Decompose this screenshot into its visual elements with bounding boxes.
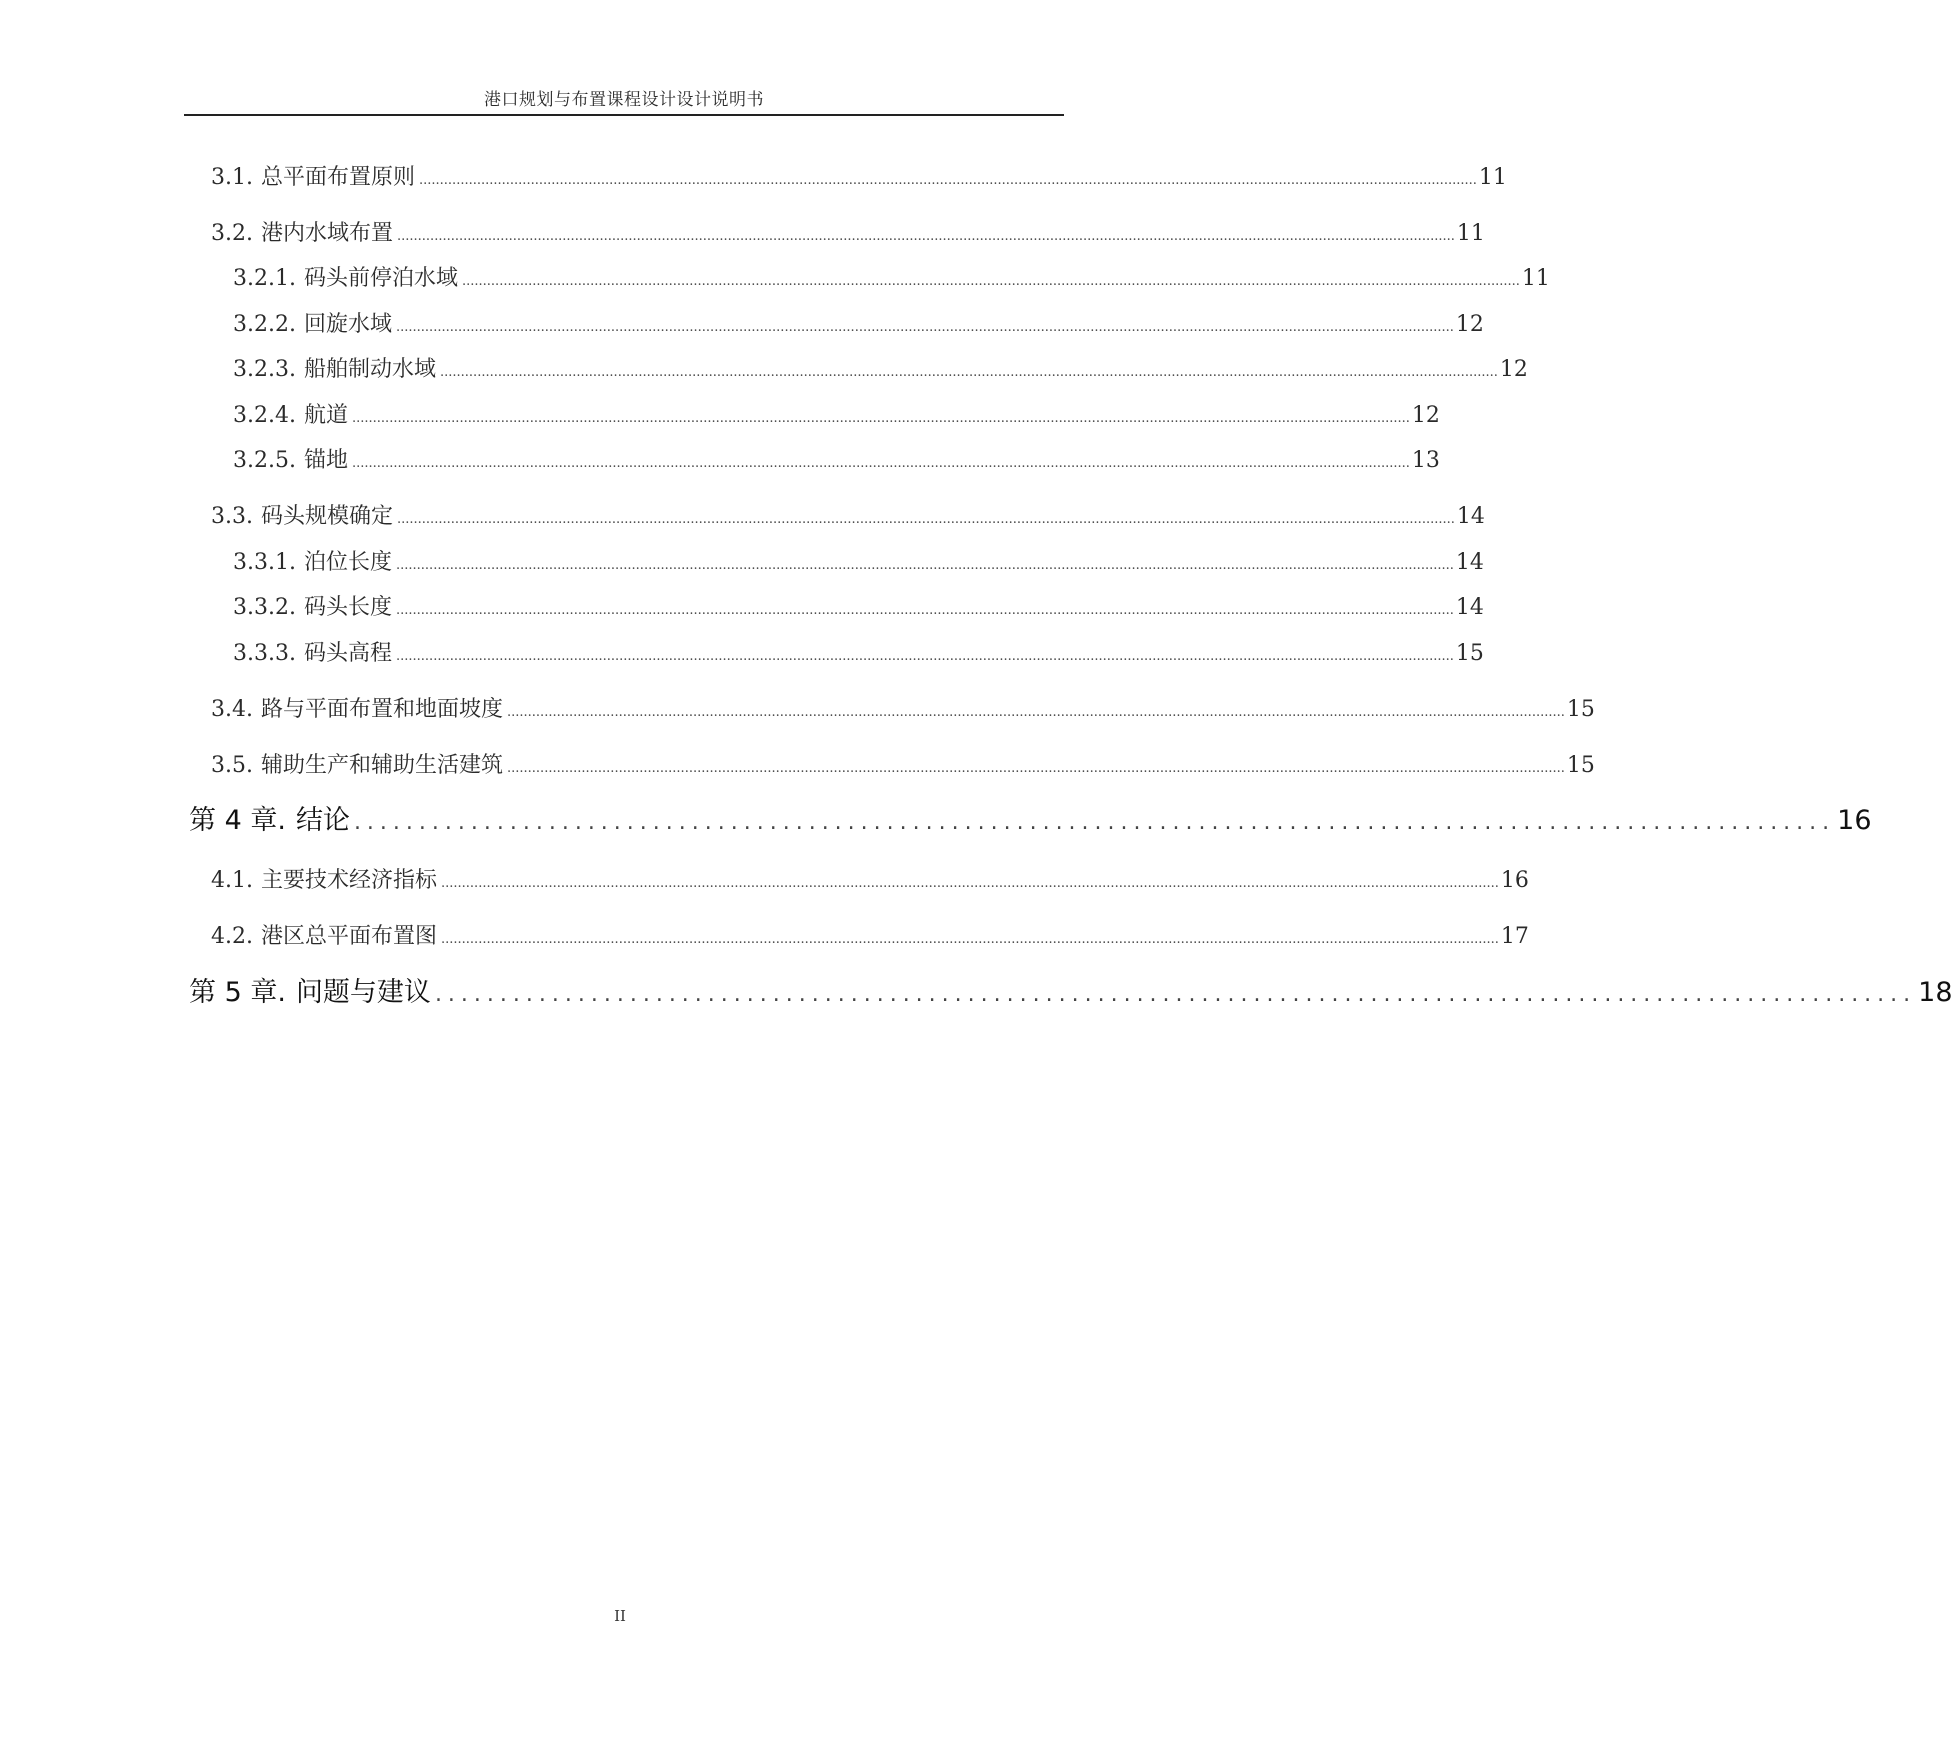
toc-entry[interactable] — [233, 548, 1484, 578]
toc-entry-number: 3.4. — [211, 697, 253, 722]
toc-entry-page: 14 — [1455, 595, 1484, 620]
header-rule — [184, 114, 1064, 116]
toc-entry[interactable] — [211, 502, 1485, 532]
toc-entry-page: 12 — [1455, 312, 1484, 337]
toc-entry[interactable] — [233, 593, 1484, 623]
toc-entry-number: 3.3.3. — [233, 641, 296, 666]
toc-entry-title: 回旋水域 — [303, 312, 392, 337]
toc-entry-number: 3.3.2. — [233, 595, 296, 620]
toc-entry-page: 11 — [1456, 221, 1485, 246]
toc-entry-number: 3.2.4. — [233, 403, 296, 428]
toc-chapter-entry[interactable] — [189, 975, 1953, 1011]
toc-entry-title: 码头前停泊水域 — [303, 266, 458, 291]
toc-entry-number: 3.2.5. — [233, 448, 296, 473]
toc-entry-number: 3.2.2. — [233, 312, 296, 337]
toc-dot-leader: ................................................................................................................................................................................................................................................................ — [397, 229, 1455, 244]
toc-entry-title: 主要技术经济指标 — [260, 868, 437, 893]
toc-dot-leader: ................................................................................................................................................................................................................................................................ — [352, 411, 1410, 426]
toc-dot-leader: ................................................................................................................................................................................................................................................................ — [396, 603, 1454, 618]
toc-entry-title: 锚地 — [303, 448, 348, 473]
toc-entry[interactable] — [233, 446, 1440, 476]
toc-dot-leader: ................................................................................................................................................................................................................................................................ — [352, 456, 1410, 471]
toc-entry-page: 14 — [1455, 550, 1484, 575]
toc-dot-leader: ................................................................................................................................................................................................................................................................ — [441, 876, 1499, 891]
toc-dot-leader: ................................................................................................................................................................................................................................................................ — [397, 512, 1455, 527]
toc-dot-leader: ................................................................................................................................................................................................................................................................ — [396, 558, 1454, 573]
toc-dot-leader: ................................................................................................................................................................................................................................................................ — [440, 365, 1498, 380]
toc-entry-title: 船舶制动水域 — [303, 357, 436, 382]
toc-entry-page: 15 — [1566, 697, 1595, 722]
page-header: 港口规划与布置课程设计设计说明书 — [484, 90, 764, 110]
toc-dot-leader: .................................................................................................................. — [353, 810, 1836, 835]
toc-entry-title: 路与平面布置和地面坡度 — [260, 697, 503, 722]
toc-entry-title: 辅助生产和辅助生活建筑 — [260, 753, 503, 778]
toc-dot-leader: ................................................................................................................................................................................................................................................................ — [396, 649, 1454, 664]
toc-chapter-title: 结论 — [295, 805, 350, 836]
toc-entry-title: 航道 — [303, 403, 348, 428]
toc-dot-leader: ................................................................................................................................................................................................................................................................ — [396, 320, 1454, 335]
toc-entry-title: 码头长度 — [303, 595, 392, 620]
toc-entry-number: 3.2.3. — [233, 357, 296, 382]
toc-entry[interactable] — [211, 163, 1507, 193]
toc-entry-page: 15 — [1566, 753, 1595, 778]
toc-dot-leader: ................................................................................................................................................................................................................................................................ — [462, 274, 1520, 289]
toc-entry-page: 13 — [1411, 448, 1440, 473]
toc-entry-title: 泊位长度 — [303, 550, 392, 575]
toc-entry[interactable] — [211, 866, 1529, 896]
toc-entry[interactable] — [233, 355, 1528, 385]
toc-entry-title: 码头规模确定 — [260, 504, 393, 529]
toc-entry-number: 4.2. — [211, 924, 253, 949]
toc-chapter-number: 第 5 章. — [189, 977, 286, 1008]
toc-entry[interactable] — [233, 264, 1550, 294]
toc-entry-number: 3.2. — [211, 221, 253, 246]
toc-dot-leader: ................................................................................................................................................................................................................................................................ — [507, 761, 1565, 776]
toc-entry[interactable] — [211, 219, 1485, 249]
page-number: II — [614, 1607, 626, 1625]
toc-entry-page: 17 — [1500, 924, 1529, 949]
toc-entry-page: 14 — [1456, 504, 1485, 529]
toc-entry[interactable] — [233, 401, 1440, 431]
toc-entry-title: 港区总平面布置图 — [260, 924, 437, 949]
toc-entry-title: 码头高程 — [303, 641, 392, 666]
toc-entry-page: 11 — [1521, 266, 1550, 291]
toc-chapter-page: 16 — [1837, 805, 1872, 836]
toc-entry-number: 3.5. — [211, 753, 253, 778]
toc-entry-page: 11 — [1478, 165, 1507, 190]
toc-chapter-title: 问题与建议 — [295, 977, 431, 1008]
toc-entry-title: 港内水域布置 — [260, 221, 393, 246]
toc-entry-page: 16 — [1500, 868, 1529, 893]
toc-entry[interactable] — [211, 751, 1595, 781]
toc-dot-leader: ................................................................................................................................................................................................................................................................ — [419, 173, 1477, 188]
toc-entry-page: 12 — [1411, 403, 1440, 428]
toc-dot-leader: .................................................................................................................. — [434, 982, 1917, 1007]
toc-entry-number: 3.1. — [211, 165, 253, 190]
toc-entry[interactable] — [211, 922, 1529, 952]
toc-chapter-number: 第 4 章. — [189, 805, 286, 836]
toc-entry-number: 3.3.1. — [233, 550, 296, 575]
toc-dot-leader: ................................................................................................................................................................................................................................................................ — [507, 705, 1565, 720]
toc-chapter-entry[interactable] — [189, 803, 1872, 839]
toc-entry-title: 总平面布置原则 — [260, 165, 415, 190]
toc-entry[interactable] — [233, 639, 1484, 669]
toc-entry[interactable] — [211, 695, 1595, 725]
toc-entry-number: 4.1. — [211, 868, 253, 893]
toc-entry-page: 15 — [1455, 641, 1484, 666]
toc-chapter-page: 18 — [1918, 977, 1953, 1008]
toc-entry-number: 3.2.1. — [233, 266, 296, 291]
toc-entry-page: 12 — [1499, 357, 1528, 382]
toc-entry[interactable] — [233, 310, 1484, 340]
toc-entry-number: 3.3. — [211, 504, 253, 529]
toc-dot-leader: ................................................................................................................................................................................................................................................................ — [441, 932, 1499, 947]
